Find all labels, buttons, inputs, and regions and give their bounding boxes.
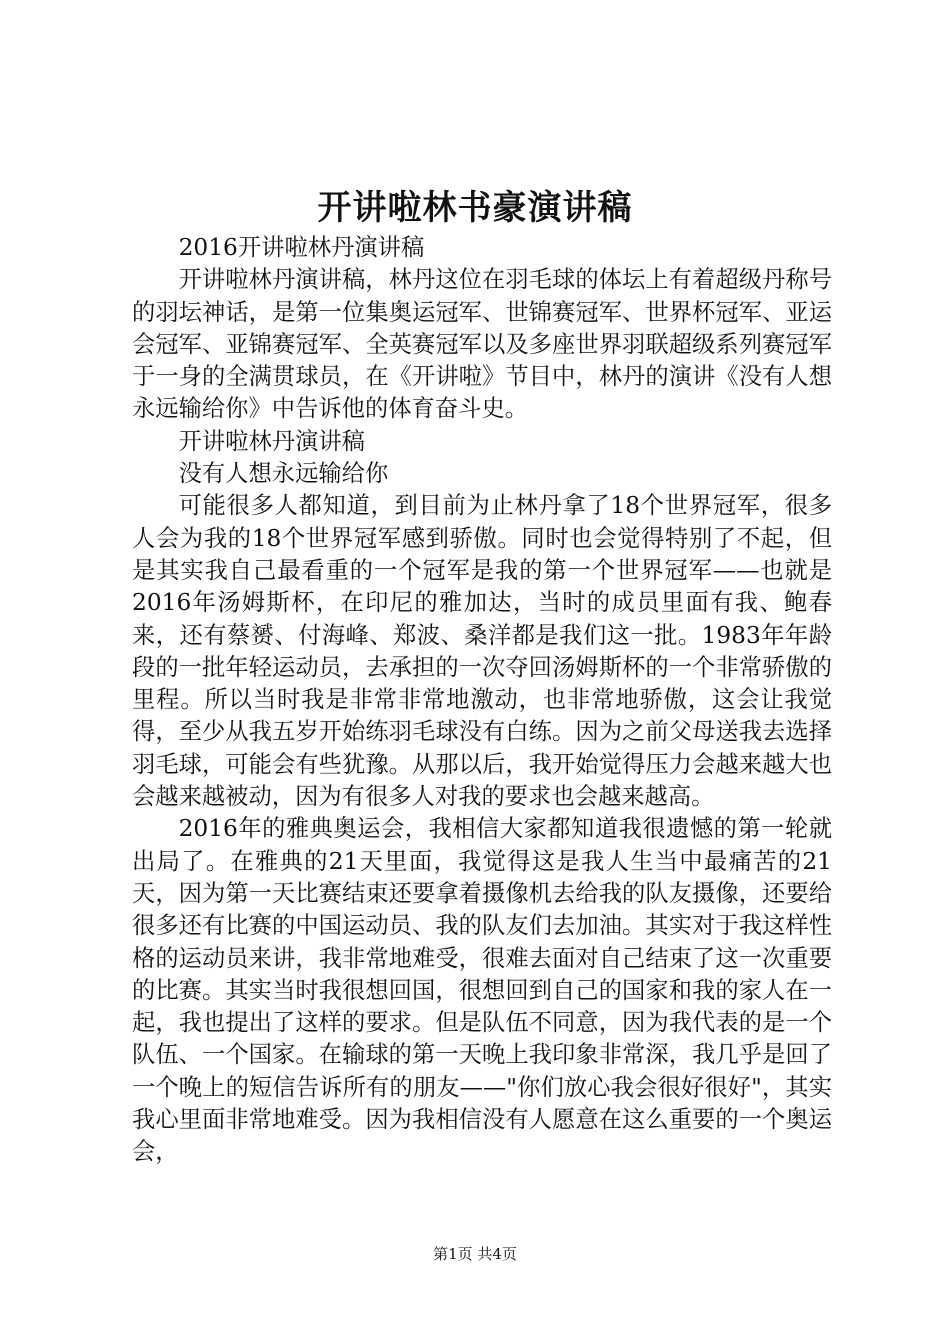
body-paragraph: 可能很多人都知道，到目前为止林丹拿了18个世界冠军，很多人会为我的18个世界冠军感到骄傲。同时也会觉得特别了不起，但是其实我自己最看重的一个冠军是我的第一个世界冠军——也就是2016年汤姆斯杯，在印尼的雅加达，当时的成员里面有我、鲍春来，还有蔡赟、付海峰、郑波、桑洋都是我们这一批。1983年年龄段的一批年轻运动员，去承担的一次夺回汤姆斯杯的一个非常骄傲的里程。所以当时我是非常非常地激动，也非常地骄傲，这会让我觉得，至少从我五岁开始练羽毛球没有白练。因为之前父母送我去选择羽毛球，可能会有些犹豫。从那以后，我开始觉得压力会越来越大也会越来越被动，因为有很多人对我的要求也会越来越高。	[132, 492, 832, 811]
document-body	[132, 232, 832, 1169]
page-number: 第1页 共4页	[433, 1245, 517, 1263]
body-paragraph: 2016年的雅典奥运会，我相信大家都知道我很遗憾的第一轮就出局了。在雅典的21天里面，我觉得这是我人生当中最痛苦的21天，因为第一天比赛结束还要拿着摄像机去给我的队友摄像，还要给很多还有比赛的中国运动员、我的队友们去加油。其实对于我这样性格的运动员来讲，我非常地难受，很难去面对自己结束了这一次重要的比赛。其实当时我很想回国，很想回到自己的国家和我的家人在一起，我也提出了这样的要求。但是队伍不同意，因为我代表的是一个队伍、一个国家。在输球的第一天晚上我印象非常深，我几乎是回了一个晚上的短信告诉所有的朋友——"你们放心我会很好很好"，其实我心里面非常地难受。因为我相信没有人愿意在这么重要的一个奥运会，	[132, 815, 832, 1166]
intro-paragraph: 开讲啦林丹演讲稿，林丹这位在羽毛球的体坛上有着超级丹称号的羽坛神话，是第一位集奥运冠军、世锦赛冠军、世界杯冠军、亚运会冠军、亚锦赛冠军、全英赛冠军以及多座世界羽联超级系列赛冠军于一身的全满贯球员，在《开讲啦》节目中，林丹的演讲《没有人想永远输给你》中告诉他的体育奋斗史。	[132, 266, 832, 423]
section-heading: 开讲啦林丹演讲稿	[178, 427, 365, 455]
speech-title: 没有人想永远输给你	[178, 460, 389, 488]
document-title: 开讲啦林书豪演讲稿	[317, 188, 633, 228]
subtitle-paragraph: 2016开讲啦林丹演讲稿	[178, 234, 425, 261]
